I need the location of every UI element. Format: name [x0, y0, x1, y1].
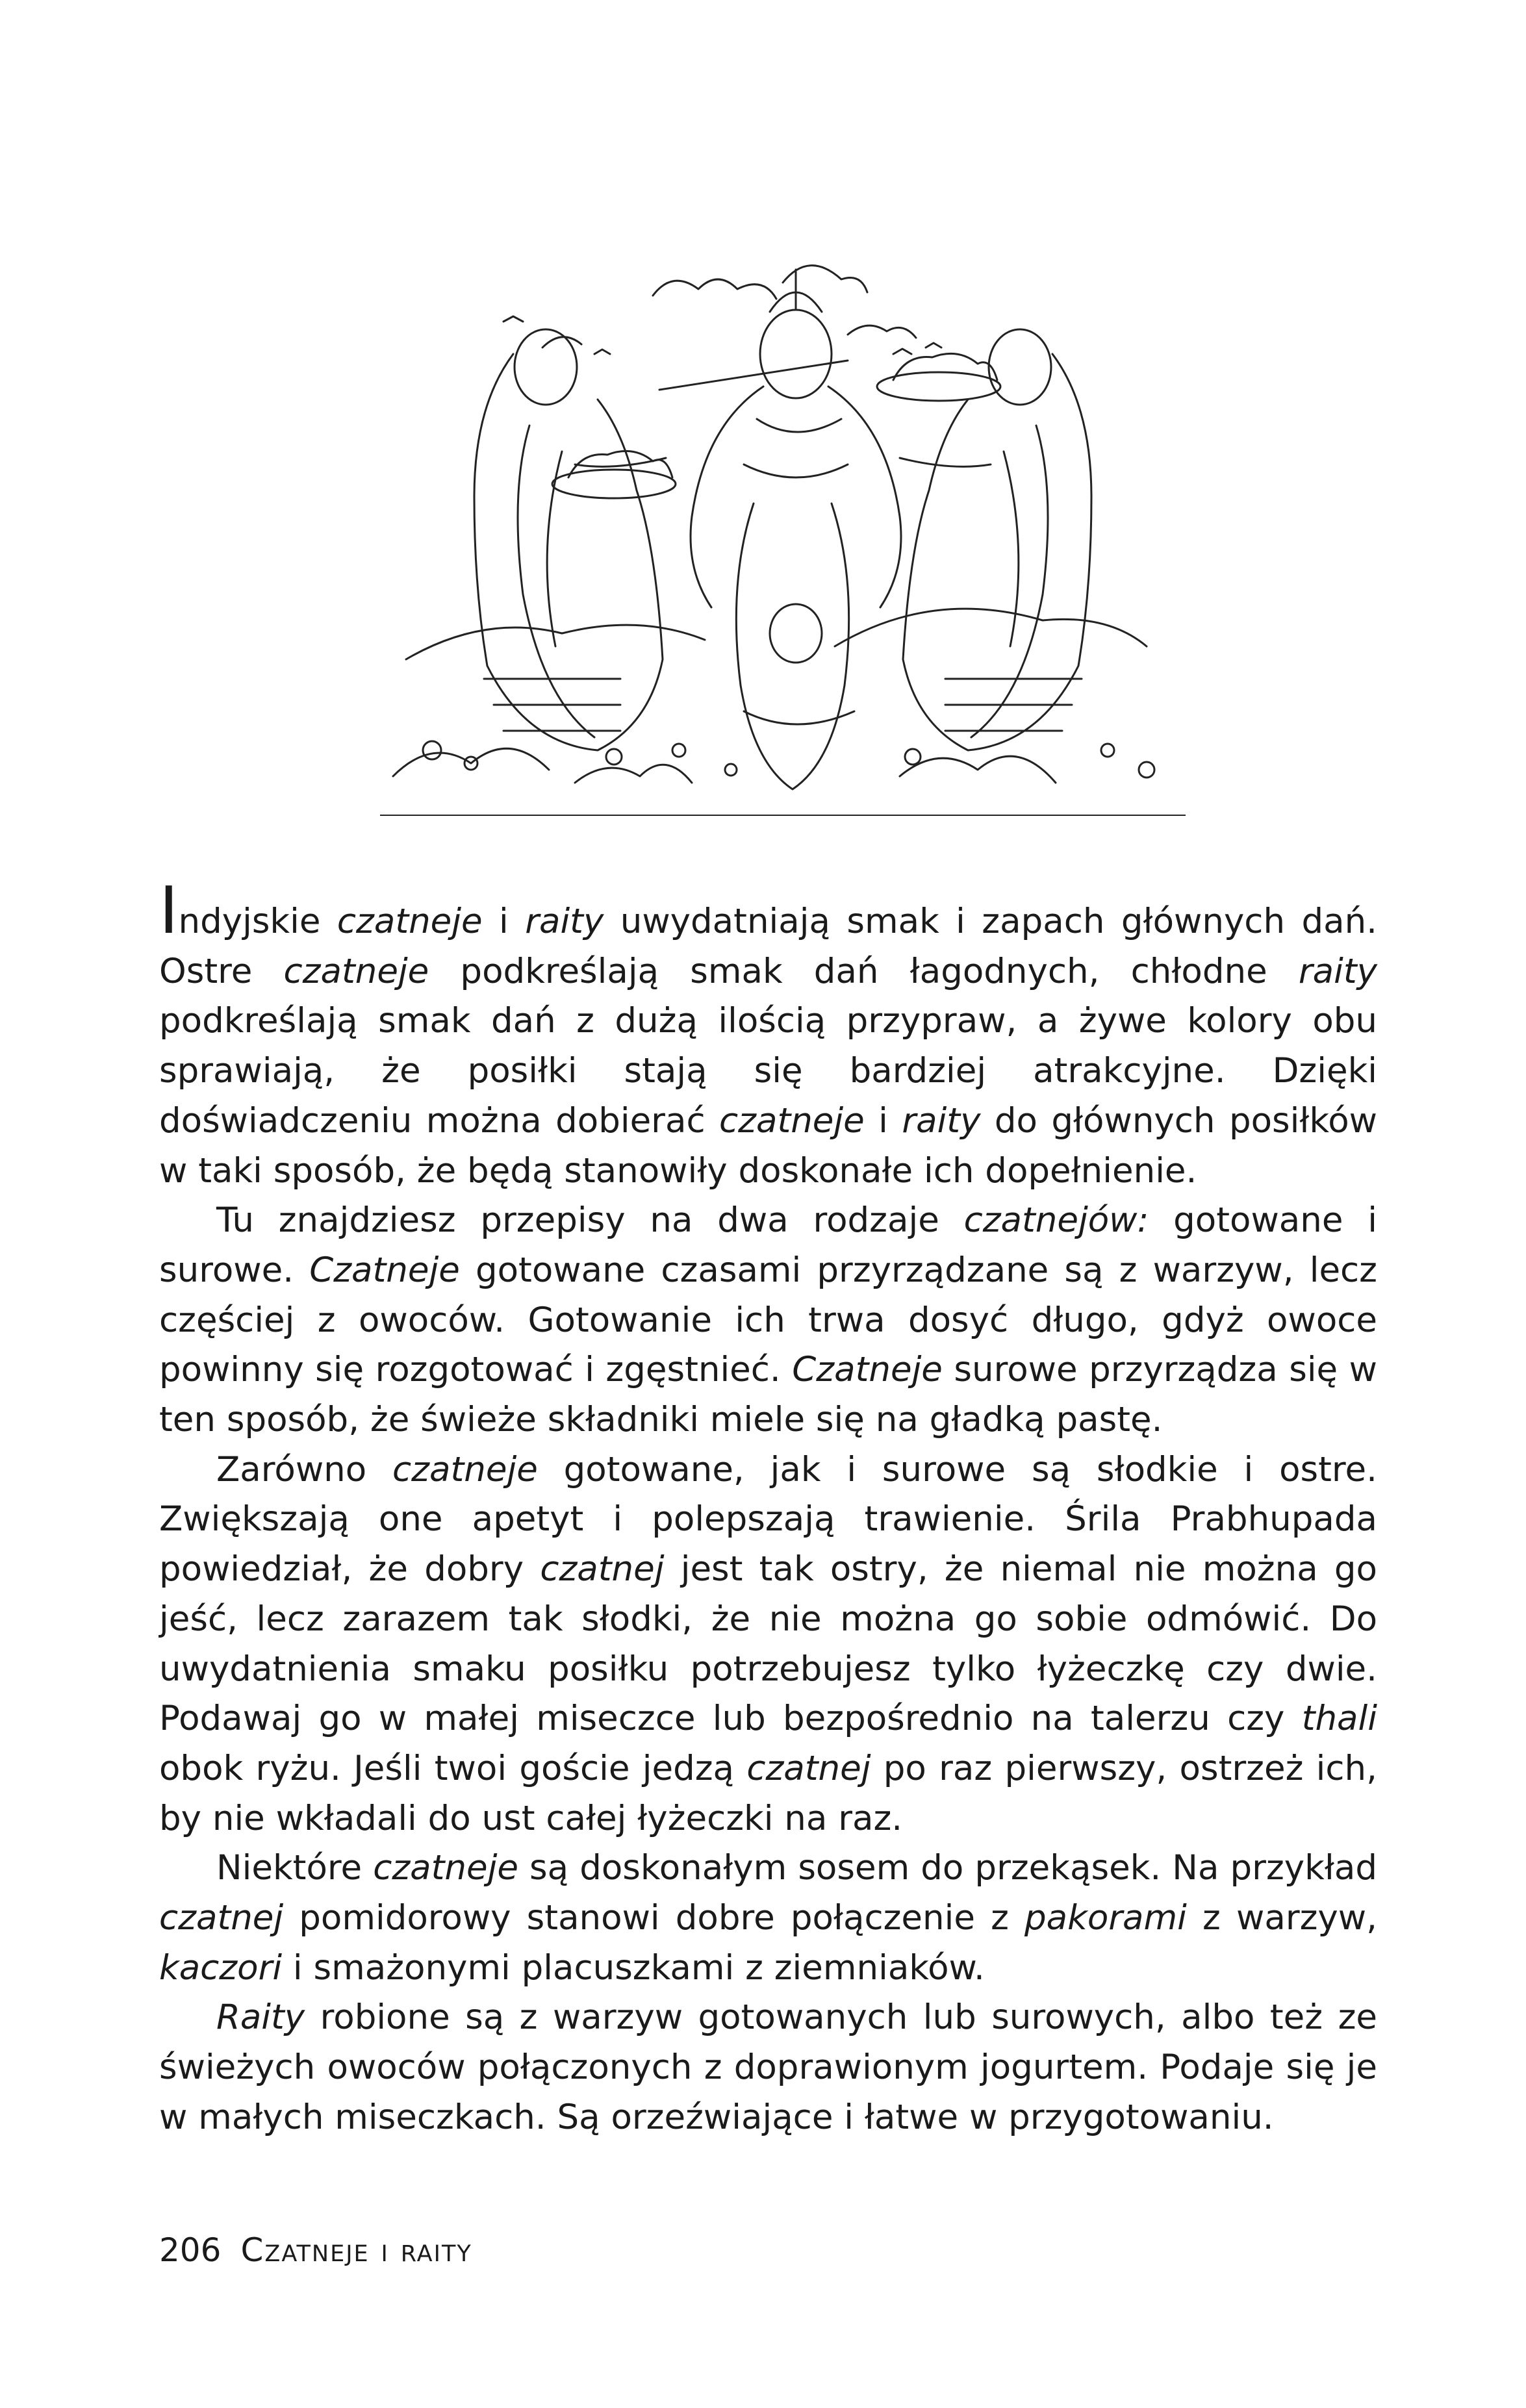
page-number: 206: [159, 2231, 222, 2269]
illustration-krishna-with-gopis: [380, 257, 1186, 828]
paragraph: Raity robione są z warzyw gotowanych lub surowych, albo też ze świeżych owoców połączonych z doprawionym jogurtem. Podaje się je w małych miseczkach. Są orzeźwiające i łatwe w przygotowaniu.: [159, 1997, 1377, 2137]
running-title: Czatneje i raity: [240, 2231, 472, 2269]
paragraph: Tu znajdziesz przepisy na dwa rodzaje czatnejów: gotowane i surowe. Czatneje gotowane czasami przyrządzane są z warzyw, lecz częściej z owoców. Gotowanie ich trwa dosyć długo, gdyż owoce powinny się rozgotować i zgęstnieć. Czatneje surowe przyrządza się w ten sposób, że świeże składniki miele się na gładką pastę.: [159, 1200, 1378, 1440]
paragraph: Niektóre czatneje są doskonałym sosem do przekąsek. Na przykład czatnej pomidorowy stanowi dobre połączenie z pakorami z warzyw, kaczori i smażonymi placuszkami z ziemniaków.: [159, 1848, 1377, 1988]
page-footer: [159, 2231, 472, 2269]
drop-cap: I: [159, 872, 179, 948]
body-text: [159, 872, 1378, 2143]
paragraph: Indyjskie czatneje i raity uwydatniają smak i zapach głównych dań. Ostre czatneje podkreślają smak dań łagodnych, chłodne raity podkreślają smak dań z dużą ilością przypraw, a żywe kolory obu sprawiają, że posiłki stają się bardziej atrakcyjne. Dzięki doświadczeniu można dobierać czatneje i raity do głównych posiłków w taki sposób, że będą stanowiły doskonałe ich dopełnienie.: [159, 872, 1378, 1191]
paragraph: Zarówno czatneje gotowane, jak i surowe są słodkie i ostre. Zwiększają one apetyt i polepszają trawienie. Śrila Prabhupada powiedział, że dobry czatnej jest tak ostry, że niemal nie można go jeść, lecz zarazem tak słodki, że nie można go sobie odmówić. Do uwydatnienia smaku posiłku potrzebujesz tylko łyżeczkę czy dwie. Podawaj go w małej miseczce lub bezpośrednio na talerzu czy thali obok ryżu. Jeśli twoi goście jedzą czatnej po raz pierwszy, ostrzeż ich, by nie wkładali do ust całej łyżeczki na raz.: [159, 1449, 1377, 1838]
